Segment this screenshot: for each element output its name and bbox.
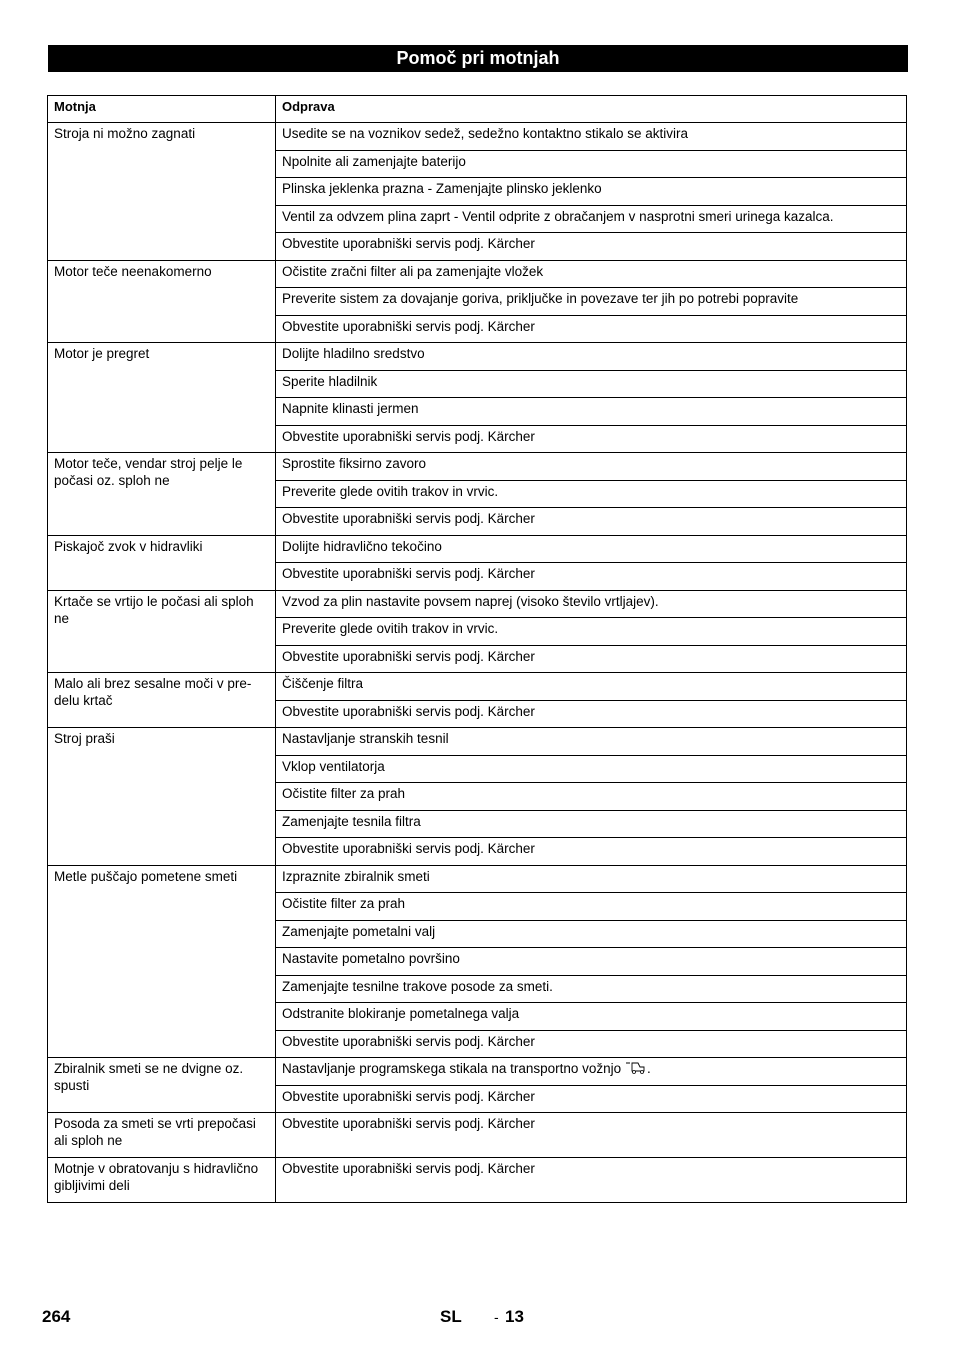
remedy-cell: Obvestite uporabniški servis podj. Kärcher — [276, 838, 907, 866]
table-row — [48, 673, 907, 701]
remedy-cell: Sprostite fiksirno zavoro — [276, 453, 907, 481]
table-row — [48, 728, 907, 756]
remedy-cell: Dolijte hladilno sredstvo — [276, 343, 907, 371]
remedy-cell: Izpraznite zbiralnik smeti — [276, 865, 907, 893]
remedy-cell: Nastavite pometalno površino — [276, 948, 907, 976]
table-row — [48, 343, 907, 371]
fault-cell: Motor je pregret — [48, 343, 276, 453]
remedy-cell: Vklop ventilatorja — [276, 755, 907, 783]
fault-cell: Motnje v obratovanju s hidravlično gibljivimi deli — [48, 1158, 276, 1203]
remedy-cell: Napnite klinasti jermen — [276, 398, 907, 426]
fault-cell: Posoda za smeti se vrti prepočasi ali sploh ne — [48, 1113, 276, 1158]
table-row — [48, 123, 907, 151]
remedy-cell: Preverite glede ovitih trakov in vrvic. — [276, 618, 907, 646]
remedy-cell: Vzvod za plin nastavite povsem naprej (visoko število vrtljajev). — [276, 590, 907, 618]
remedy-cell: Zamenjajte tesnilne trakove posode za smeti. — [276, 975, 907, 1003]
remedy-cell: Obvestite uporabniški servis podj. Kärcher — [276, 563, 907, 591]
remedy-cell: Usedite se na voznikov sedež, sedežno kontaktno stikalo se aktivira — [276, 123, 907, 151]
remedy-cell — [276, 1058, 907, 1086]
table-row — [48, 590, 907, 618]
remedy-cell: Očistite filter za prah — [276, 783, 907, 811]
remedy-text: Nastavljanje programskega stikala na transportno vožnjo — [282, 1061, 622, 1076]
remedy-cell: Obvestite uporabniški servis podj. Kärcher — [276, 315, 907, 343]
remedy-cell: Čiščenje filtra — [276, 673, 907, 701]
transport-drive-icon — [625, 1060, 647, 1078]
page-number: 264 — [42, 1307, 71, 1326]
remedy-cell: Obvestite uporabniški servis podj. Kärcher — [276, 1085, 907, 1113]
remedy-cell: Preverite sistem za dovajanje goriva, priključke in povezave ter jih po potrebi popravite — [276, 288, 907, 316]
fault-cell: Motor teče neenakomerno — [48, 260, 276, 343]
remedy-cell: Obvestite uporabniški servis podj. Kärcher — [276, 1113, 907, 1158]
remedy-cell: Dolijte hidravlično tekočino — [276, 535, 907, 563]
footer-dash: - — [494, 1309, 499, 1325]
fault-cell: Krtače se vrtijo le počasi ali sploh ne — [48, 590, 276, 673]
remedy-suffix: . — [646, 1061, 651, 1076]
table-row — [48, 865, 907, 893]
fault-cell: Malo ali brez sesalne moči v pre-delu krtač — [48, 673, 276, 728]
fault-cell: Stroj praši — [48, 728, 276, 866]
remedy-cell: Sperite hladilnik — [276, 370, 907, 398]
remedy-cell: Obvestite uporabniški servis podj. Kärcher — [276, 425, 907, 453]
remedy-cell: Nastavljanje stranskih tesnil — [276, 728, 907, 756]
page-title: Pomoč pri motnjah — [48, 45, 908, 72]
header-remedy: Odprava — [276, 96, 907, 123]
fault-cell: Piskajoč zvok v hidravliki — [48, 535, 276, 590]
remedy-cell: Obvestite uporabniški servis podj. Kärcher — [276, 233, 907, 261]
table-row — [48, 535, 907, 563]
remedy-cell: Npolnite ali zamenjajte baterijo — [276, 150, 907, 178]
remedy-cell: Obvestite uporabniški servis podj. Kärcher — [276, 645, 907, 673]
remedy-cell: Obvestite uporabniški servis podj. Kärcher — [276, 508, 907, 536]
remedy-cell: Ventil za odvzem plina zaprt - Ventil odprite z obračanjem v nasprotni smeri urinega kazalca. — [276, 205, 907, 233]
table-body — [48, 123, 907, 1203]
remedy-cell: Plinska jeklenka prazna - Zamenjajte plinsko jeklenko — [276, 178, 907, 206]
remedy-cell: Očistite filter za prah — [276, 893, 907, 921]
remedy-cell: Očistite zračni filter ali pa zamenjajte vložek — [276, 260, 907, 288]
language-code: SL — [440, 1307, 462, 1326]
troubleshooting-table — [47, 95, 907, 1203]
remedy-cell: Obvestite uporabniški servis podj. Kärcher — [276, 700, 907, 728]
remedy-cell: Preverite glede ovitih trakov in vrvic. — [276, 480, 907, 508]
table-row — [48, 1058, 907, 1086]
fault-cell: Zbiralnik smeti se ne dvigne oz. spusti — [48, 1058, 276, 1113]
table-row — [48, 1158, 907, 1203]
remedy-cell: Odstranite blokiranje pometalnega valja — [276, 1003, 907, 1031]
table-row — [48, 1113, 907, 1158]
remedy-cell: Zamenjajte pometalni valj — [276, 920, 907, 948]
table-row — [48, 260, 907, 288]
fault-cell: Stroja ni možno zagnati — [48, 123, 276, 261]
remedy-cell: Obvestite uporabniški servis podj. Kärcher — [276, 1158, 907, 1203]
fault-cell: Metle puščajo pometene smeti — [48, 865, 276, 1058]
header-fault: Motnja — [48, 96, 276, 123]
remedy-cell: Obvestite uporabniški servis podj. Kärcher — [276, 1030, 907, 1058]
remedy-cell: Zamenjajte tesnila filtra — [276, 810, 907, 838]
fault-cell: Motor teče, vendar stroj pelje le počasi oz. sploh ne — [48, 453, 276, 536]
sub-page-number: 13 — [505, 1307, 524, 1326]
table-row — [48, 453, 907, 481]
table-header-row — [48, 96, 907, 123]
